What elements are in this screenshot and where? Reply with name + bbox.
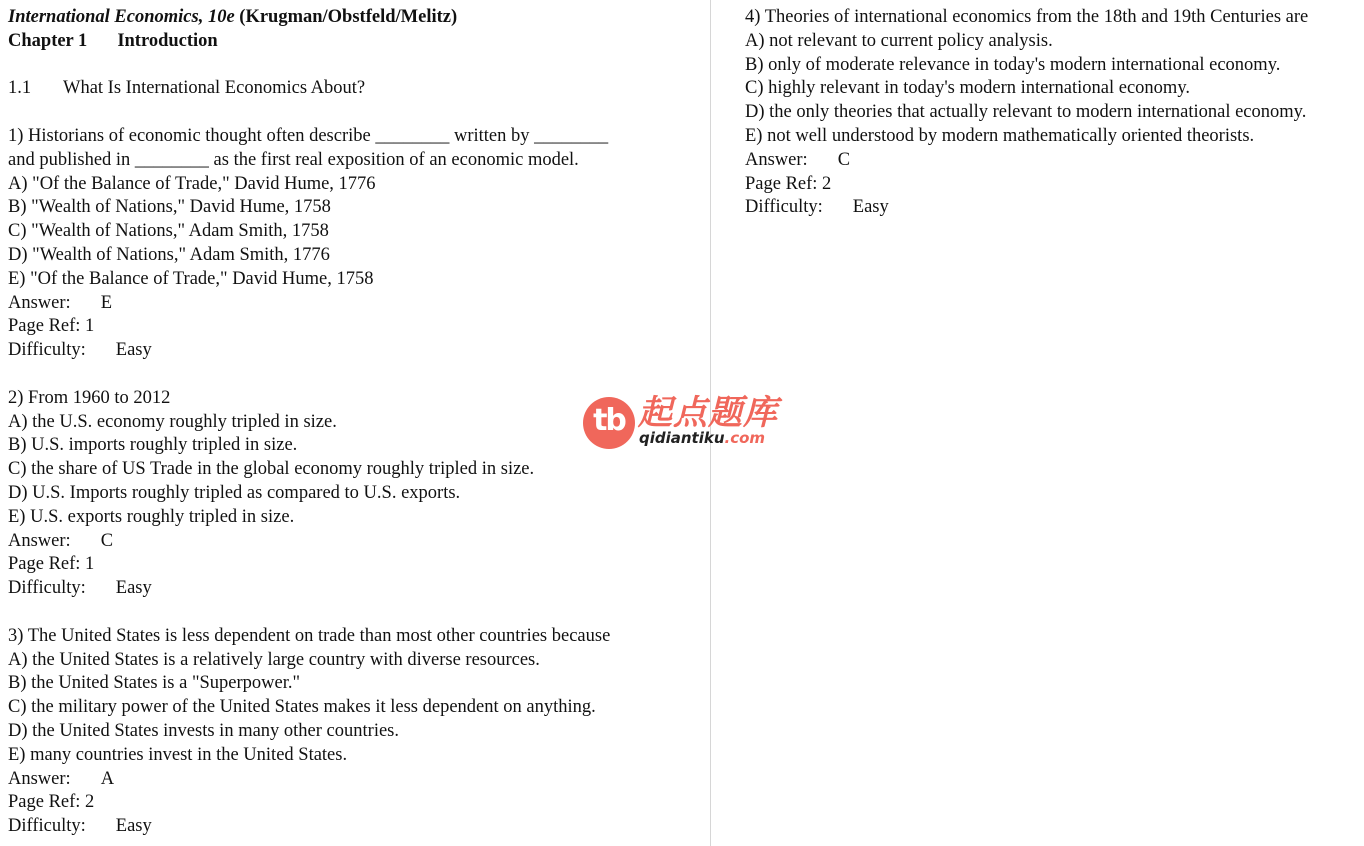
question-stem: 3) The United States is less dependent on trade than most other countries because xyxy=(8,625,611,646)
option-b: B) the United States is a "Superpower." xyxy=(8,673,301,694)
book-header xyxy=(8,6,703,30)
answer-value: C xyxy=(100,530,114,551)
page-ref: Page Ref: 2 xyxy=(8,792,95,813)
option-b: B) "Wealth of Nations," David Hume, 1758 xyxy=(8,197,331,218)
watermark-cn-text: 起点题库 xyxy=(638,393,778,433)
difficulty-line xyxy=(8,339,703,363)
question-3 xyxy=(8,625,703,839)
page-ref: Page Ref: 1 xyxy=(8,554,95,575)
question-stem: 2) From 1960 to 2012 xyxy=(8,387,171,408)
page-ref: Page Ref: 2 xyxy=(745,173,832,194)
answer-value: A xyxy=(100,768,115,789)
question-stem: and published in ________ as the first real exposition of an economic model. xyxy=(8,149,579,170)
watermark-logo xyxy=(583,393,783,452)
difficulty-label: Difficulty: xyxy=(8,816,86,837)
watermark-site-tld: .com xyxy=(724,429,766,447)
option-b: B) U.S. imports roughly tripled in size. xyxy=(8,435,298,456)
option-c: C) the share of US Trade in the global economy roughly tripled in size. xyxy=(8,459,535,480)
answer-line xyxy=(8,292,703,316)
section-heading xyxy=(8,77,703,101)
option-c: C) the military power of the United States makes it less dependent on anything. xyxy=(8,697,596,718)
option-d: D) the United States invests in many other countries. xyxy=(8,720,399,741)
question-4 xyxy=(745,6,1360,220)
option-a: A) the U.S. economy roughly tripled in size. xyxy=(8,411,337,432)
answer-value: E xyxy=(100,292,112,313)
chapter-title: Introduction xyxy=(117,30,218,51)
difficulty-line xyxy=(745,196,1360,220)
chapter-heading xyxy=(8,30,703,54)
difficulty-value: Easy xyxy=(115,340,152,361)
option-e: E) many countries invest in the United States. xyxy=(8,744,348,765)
answer-line xyxy=(8,530,703,554)
difficulty-value: Easy xyxy=(115,816,152,837)
difficulty-label: Difficulty: xyxy=(8,578,86,599)
answer-label: Answer: xyxy=(745,149,808,170)
option-e: E) not well understood by modern mathematically oriented theorists. xyxy=(745,125,1255,146)
answer-line xyxy=(745,149,1360,173)
difficulty-line xyxy=(8,815,703,839)
difficulty-value: Easy xyxy=(852,197,889,218)
difficulty-label: Difficulty: xyxy=(8,340,86,361)
option-c: C) "Wealth of Nations," Adam Smith, 1758 xyxy=(8,221,329,242)
option-a: A) "Of the Balance of Trade," David Hume, 1776 xyxy=(8,173,376,194)
question-stem: 1) Historians of economic thought often describe ________ written by ________ xyxy=(8,125,609,146)
option-e: E) "Of the Balance of Trade," David Hume, 1758 xyxy=(8,268,374,289)
option-a: A) the United States is a relatively large country with diverse resources. xyxy=(8,649,540,670)
answer-line xyxy=(8,768,703,792)
page-ref: Page Ref: 1 xyxy=(8,316,95,337)
section-number: 1.1 xyxy=(8,78,32,99)
right-column xyxy=(745,6,1360,220)
difficulty-value: Easy xyxy=(115,578,152,599)
difficulty-line xyxy=(8,577,703,601)
book-authors: (Krugman/Obstfeld/Melitz) xyxy=(239,7,458,27)
question-1 xyxy=(8,125,703,363)
option-b: B) only of moderate relevance in today's modern international economy. xyxy=(745,54,1281,75)
option-d: D) U.S. Imports roughly tripled as compared to U.S. exports. xyxy=(8,482,461,503)
question-stem: 4) Theories of international economics from the 18th and 19th Centuries are xyxy=(745,7,1309,27)
option-d: D) "Wealth of Nations," Adam Smith, 1776 xyxy=(8,244,330,265)
option-d: D) the only theories that actually relevant to modern international economy. xyxy=(745,102,1307,123)
section-title: What Is International Economics About? xyxy=(63,78,366,99)
answer-label: Answer: xyxy=(8,530,71,551)
difficulty-label: Difficulty: xyxy=(745,197,823,218)
option-e: E) U.S. exports roughly tripled in size. xyxy=(8,506,295,527)
answer-label: Answer: xyxy=(8,768,71,789)
answer-label: Answer: xyxy=(8,292,71,313)
watermark-site xyxy=(639,429,765,447)
chapter-label: Chapter 1 xyxy=(8,30,88,51)
book-title: International Economics, 10e xyxy=(8,7,235,27)
watermark-site-name: qidiantiku xyxy=(639,429,725,447)
option-c: C) highly relevant in today's modern international economy. xyxy=(745,78,1190,99)
tb-logo-icon: tb xyxy=(583,397,635,449)
option-a: A) not relevant to current policy analysis. xyxy=(745,30,1053,51)
answer-value: C xyxy=(837,149,851,170)
